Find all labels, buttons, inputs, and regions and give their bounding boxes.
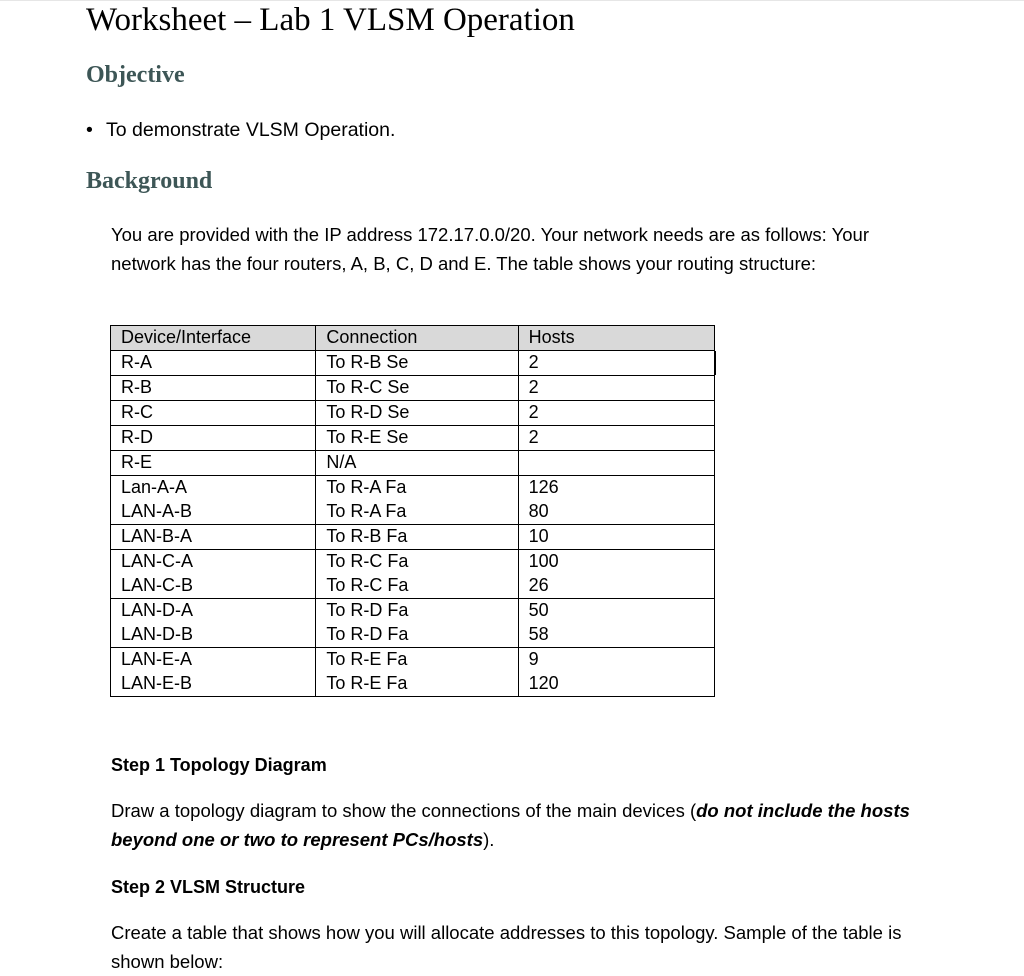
cell-device: R-E <box>111 451 316 476</box>
cell-device: R-C <box>111 401 316 426</box>
table-row <box>111 525 715 550</box>
step2-paragraph: Create a table that shows how you will allocate addresses to this topology. Sample of the table is shown below: <box>111 922 902 972</box>
table-header-row <box>111 326 715 351</box>
cell-device: LAN-E-B <box>111 672 316 697</box>
cell-device: LAN-E-A <box>111 648 316 673</box>
cell-hosts: 26 <box>518 574 714 599</box>
column-header-connection: Connection <box>316 326 518 351</box>
objective-heading: Objective <box>86 62 185 88</box>
column-header-device: Device/Interface <box>111 326 316 351</box>
cell-hosts: 80 <box>518 500 714 525</box>
table-row <box>111 451 715 476</box>
table-row <box>111 500 715 525</box>
objective-bullet <box>86 116 395 144</box>
cell-hosts: 9 <box>518 648 714 673</box>
table-row <box>111 426 715 451</box>
table-row <box>111 623 715 648</box>
table-row <box>111 672 715 697</box>
cell-hosts: 2 <box>518 426 714 451</box>
cell-hosts: 10 <box>518 525 714 550</box>
cell-device: Lan-A-A <box>111 476 316 501</box>
cell-connection: To R-B Se <box>316 351 518 376</box>
cell-connection: To R-C Fa <box>316 574 518 599</box>
cell-device: LAN-A-B <box>111 500 316 525</box>
cell-device: R-B <box>111 376 316 401</box>
cell-connection: To R-C Se <box>316 376 518 401</box>
background-heading: Background <box>86 168 213 194</box>
cell-connection: N/A <box>316 451 518 476</box>
cell-hosts: 2 <box>518 376 714 401</box>
cell-connection: To R-D Se <box>316 401 518 426</box>
cell-device: LAN-B-A <box>111 525 316 550</box>
text-cursor <box>715 351 716 375</box>
step1-paragraph <box>111 797 911 854</box>
step1-text-after: ). <box>483 828 495 850</box>
cell-device: R-D <box>111 426 316 451</box>
table-row <box>111 401 715 426</box>
cell-connection: To R-E Fa <box>316 648 518 673</box>
step1-text-emphasis: do not include the hosts beyond one or two to represent PCs/hosts <box>111 800 910 850</box>
table-row <box>111 351 715 376</box>
cell-device: LAN-C-B <box>111 574 316 599</box>
cell-hosts: 50 <box>518 599 714 624</box>
column-header-hosts: Hosts <box>518 326 714 351</box>
cell-hosts: 58 <box>518 623 714 648</box>
table-row <box>111 376 715 401</box>
routing-table <box>110 325 715 697</box>
table-row <box>111 550 715 575</box>
table-row <box>111 599 715 624</box>
background-paragraph: You are provided with the IP address 172.17.0.0/20. Your network needs are as follows: Your network has the four routers, A, B, C, D and E. The table shows your routing structure: <box>111 224 869 274</box>
cell-connection: To R-E Fa <box>316 672 518 697</box>
table-row <box>111 648 715 673</box>
cell-hosts: 120 <box>518 672 714 697</box>
cell-connection: To R-B Fa <box>316 525 518 550</box>
cell-device: LAN-C-A <box>111 550 316 575</box>
bullet-dot-icon: • <box>86 119 93 141</box>
cell-connection: To R-D Fa <box>316 599 518 624</box>
cell-hosts: 2 <box>518 351 714 376</box>
table-row <box>111 476 715 501</box>
cell-connection: To R-A Fa <box>316 476 518 501</box>
cell-hosts <box>518 451 714 476</box>
cell-device: LAN-D-A <box>111 599 316 624</box>
table-row <box>111 574 715 599</box>
objective-bullet-text: To demonstrate VLSM Operation. <box>106 119 396 141</box>
step2-heading: Step 2 VLSM Structure <box>111 877 306 897</box>
document-title: Worksheet – Lab 1 VLSM Operation <box>86 2 575 38</box>
cell-hosts: 2 <box>518 401 714 426</box>
cell-connection: To R-D Fa <box>316 623 518 648</box>
cell-device: R-A <box>111 351 316 376</box>
step1-text-before: Draw a topology diagram to show the connections of the main devices ( <box>111 800 697 821</box>
cell-connection: To R-E Se <box>316 426 518 451</box>
step1-heading: Step 1 Topology Diagram <box>111 755 327 775</box>
cell-hosts: 100 <box>518 550 714 575</box>
cell-hosts: 126 <box>518 476 714 501</box>
cell-connection: To R-A Fa <box>316 500 518 525</box>
cell-device: LAN-D-B <box>111 623 316 648</box>
cell-connection: To R-C Fa <box>316 550 518 575</box>
